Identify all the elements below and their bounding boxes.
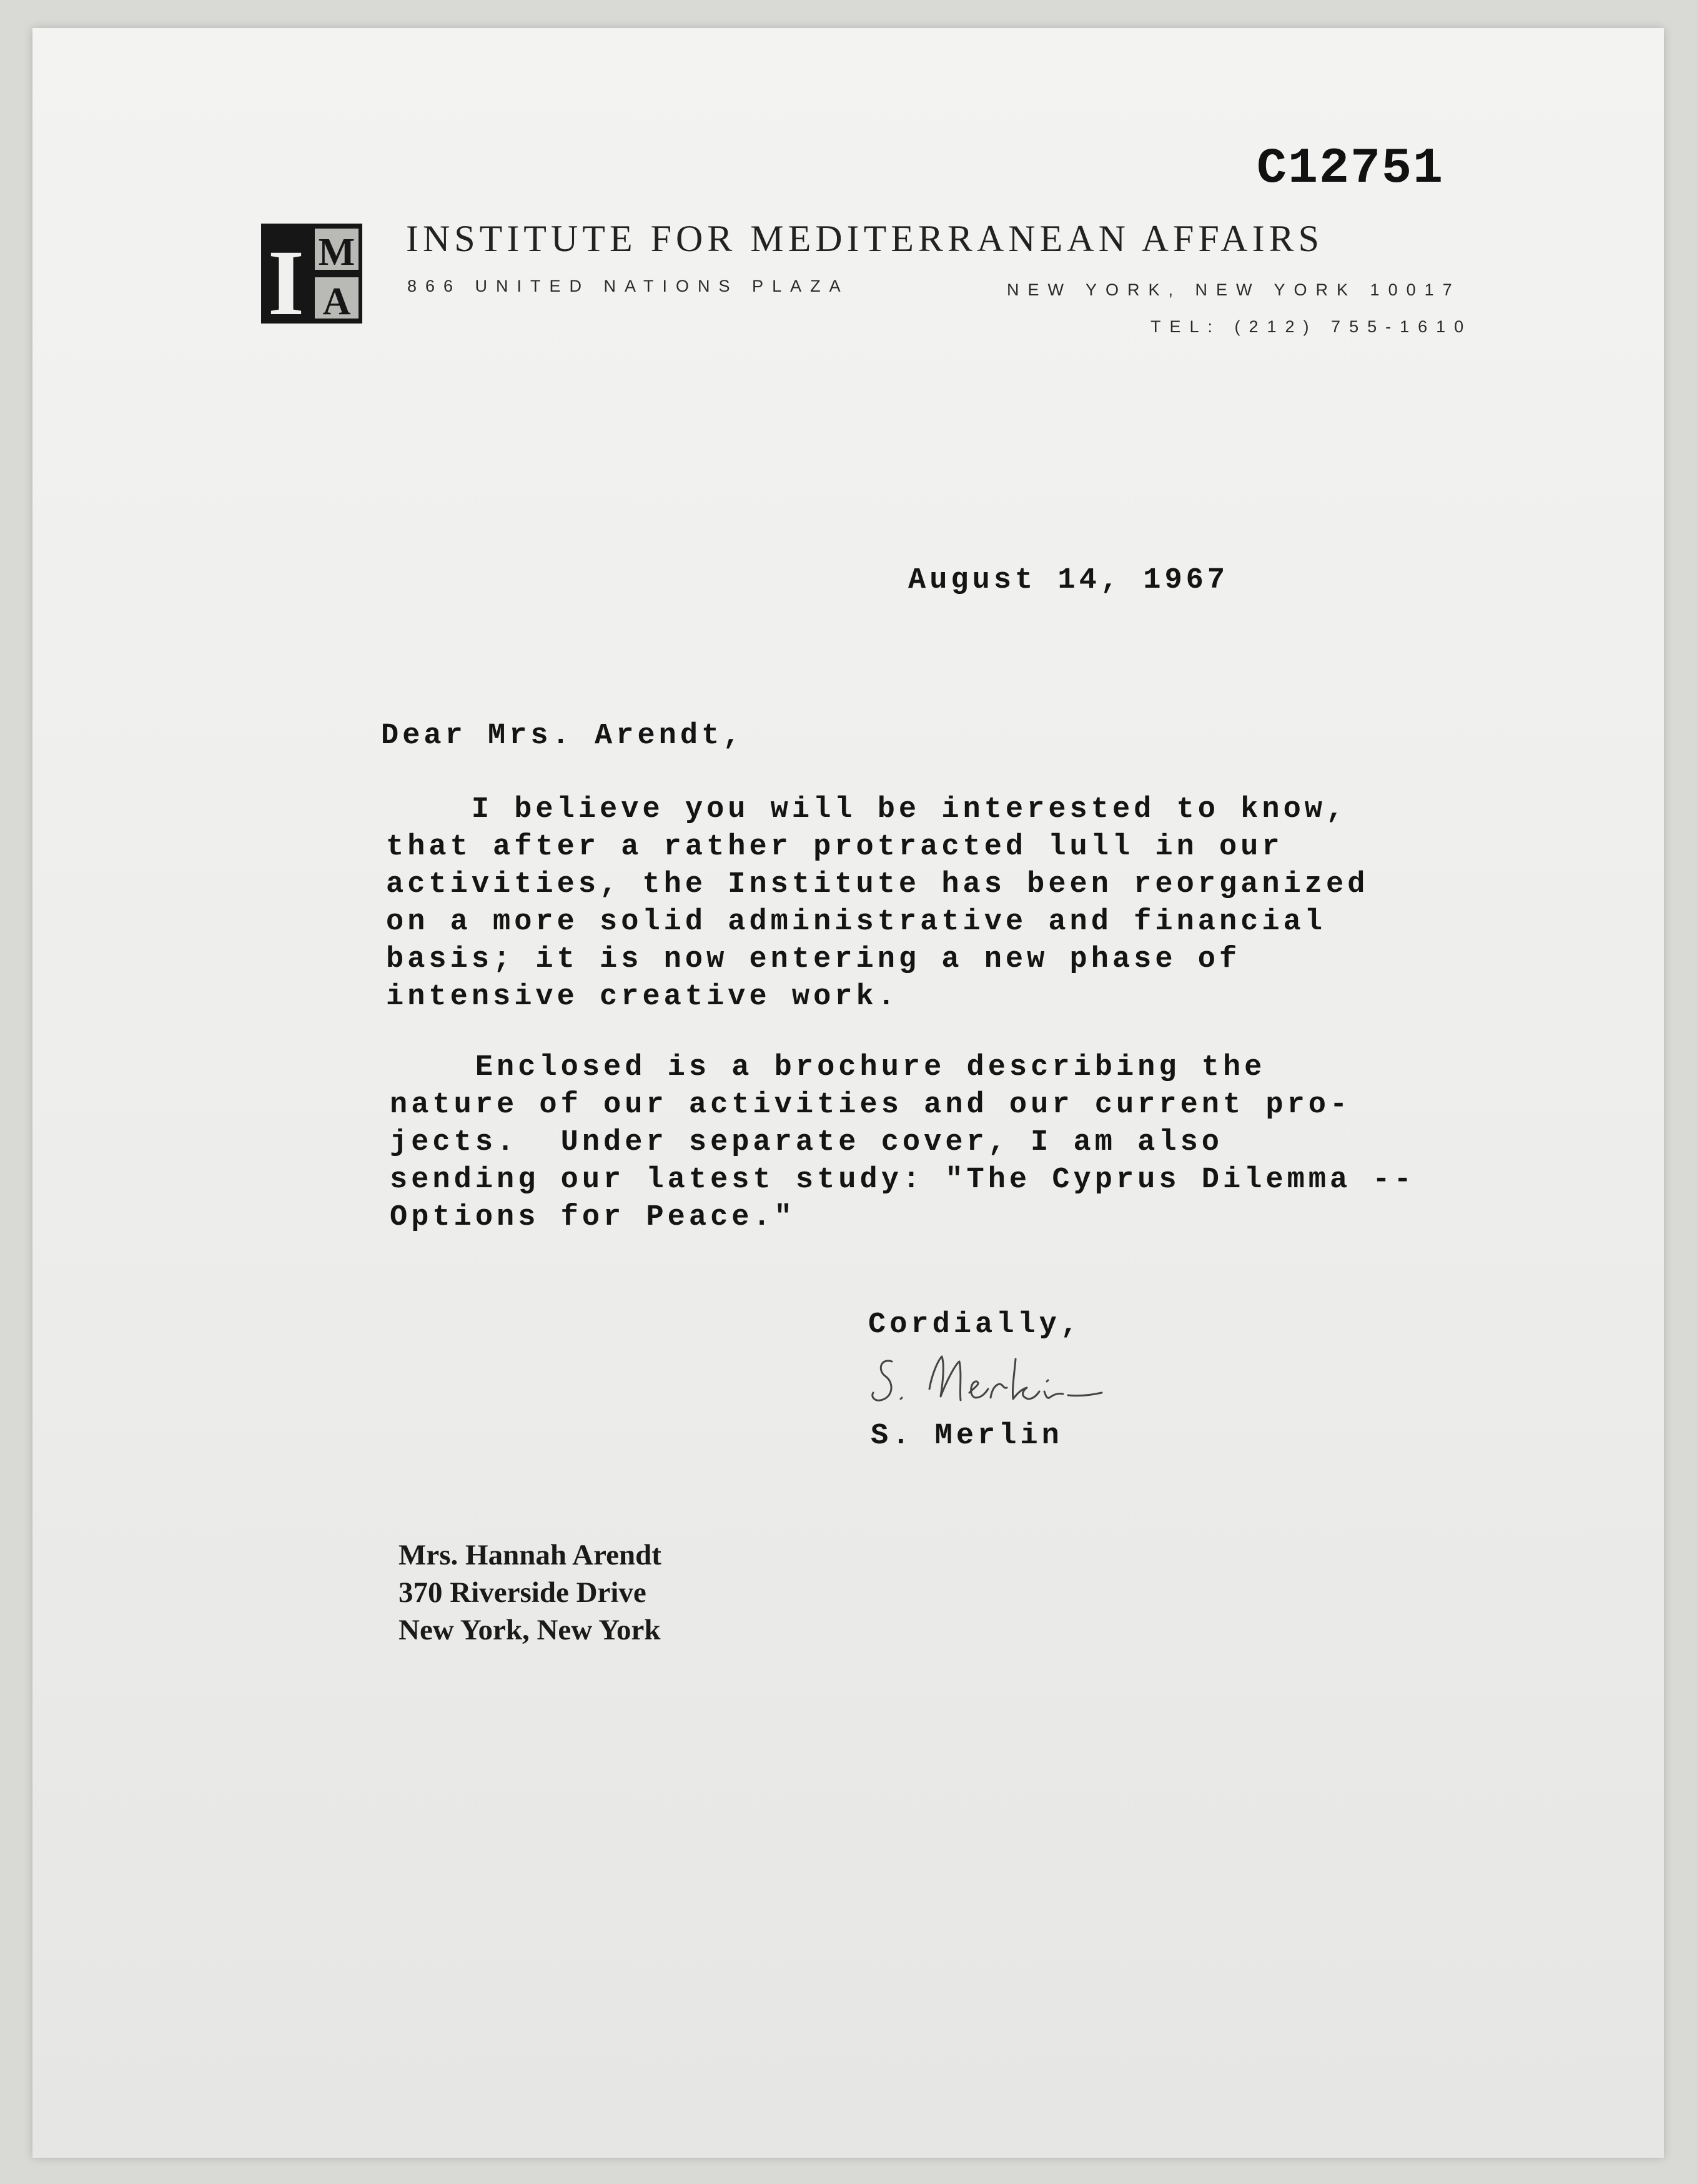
closing: Cordially, [868, 1308, 1082, 1342]
paragraph-2-line: Options for Peace." [390, 1201, 796, 1234]
signer-name: S. Merlin [871, 1420, 1063, 1453]
paragraph-1-line: I believe you will be interested to know, [386, 793, 1348, 826]
logo-letter-i: I [267, 231, 305, 324]
letter-date: August 14, 1967 [908, 564, 1229, 597]
paragraph-2-line: jects. Under separate cover, I am also [390, 1126, 1223, 1159]
paragraph-2-line: Enclosed is a brochure describing the [390, 1051, 1266, 1084]
salutation: Dear Mrs. Arendt, [381, 719, 745, 753]
organization-street: 866 UNITED NATIONS PLAZA [407, 277, 849, 295]
file-number: C12751 [1257, 141, 1445, 197]
letter-page [32, 28, 1664, 2158]
paragraph-1-line: on a more solid administrative and financial [386, 906, 1327, 939]
recipient-street: 370 Riverside Drive [398, 1576, 646, 1609]
organization-city: NEW YORK, NEW YORK 10017 [1007, 280, 1461, 299]
handwritten-signature [862, 1343, 1124, 1418]
paragraph-1-line: that after a rather protracted lull in our [386, 831, 1284, 864]
paragraph-1-line: basis; it is now entering a new phase of [386, 943, 1241, 976]
recipient-name: Mrs. Hannah Arendt [398, 1539, 661, 1571]
recipient-city: New York, New York [398, 1614, 661, 1646]
logo-letter-a: A [322, 280, 351, 323]
logo-letter-m: M [318, 231, 355, 274]
paragraph-2-line: sending our latest study: "The Cyprus Dilemma -- [390, 1164, 1415, 1197]
paragraph-1-line: intensive creative work. [386, 981, 899, 1014]
body-paragraph-1 [386, 791, 1368, 1016]
paragraph-2-line: nature of our activities and our current pro- [390, 1089, 1352, 1122]
organization-name: INSTITUTE FOR MEDITERRANEAN AFFAIRS [406, 218, 1323, 259]
paragraph-1-line: activities, the Institute has been reorganized [386, 868, 1369, 901]
ima-logo [261, 224, 362, 324]
body-paragraph-2 [390, 1049, 1415, 1237]
recipient-address [398, 1536, 661, 1649]
organization-telephone: TEL: (212) 755-1610 [1150, 317, 1473, 336]
